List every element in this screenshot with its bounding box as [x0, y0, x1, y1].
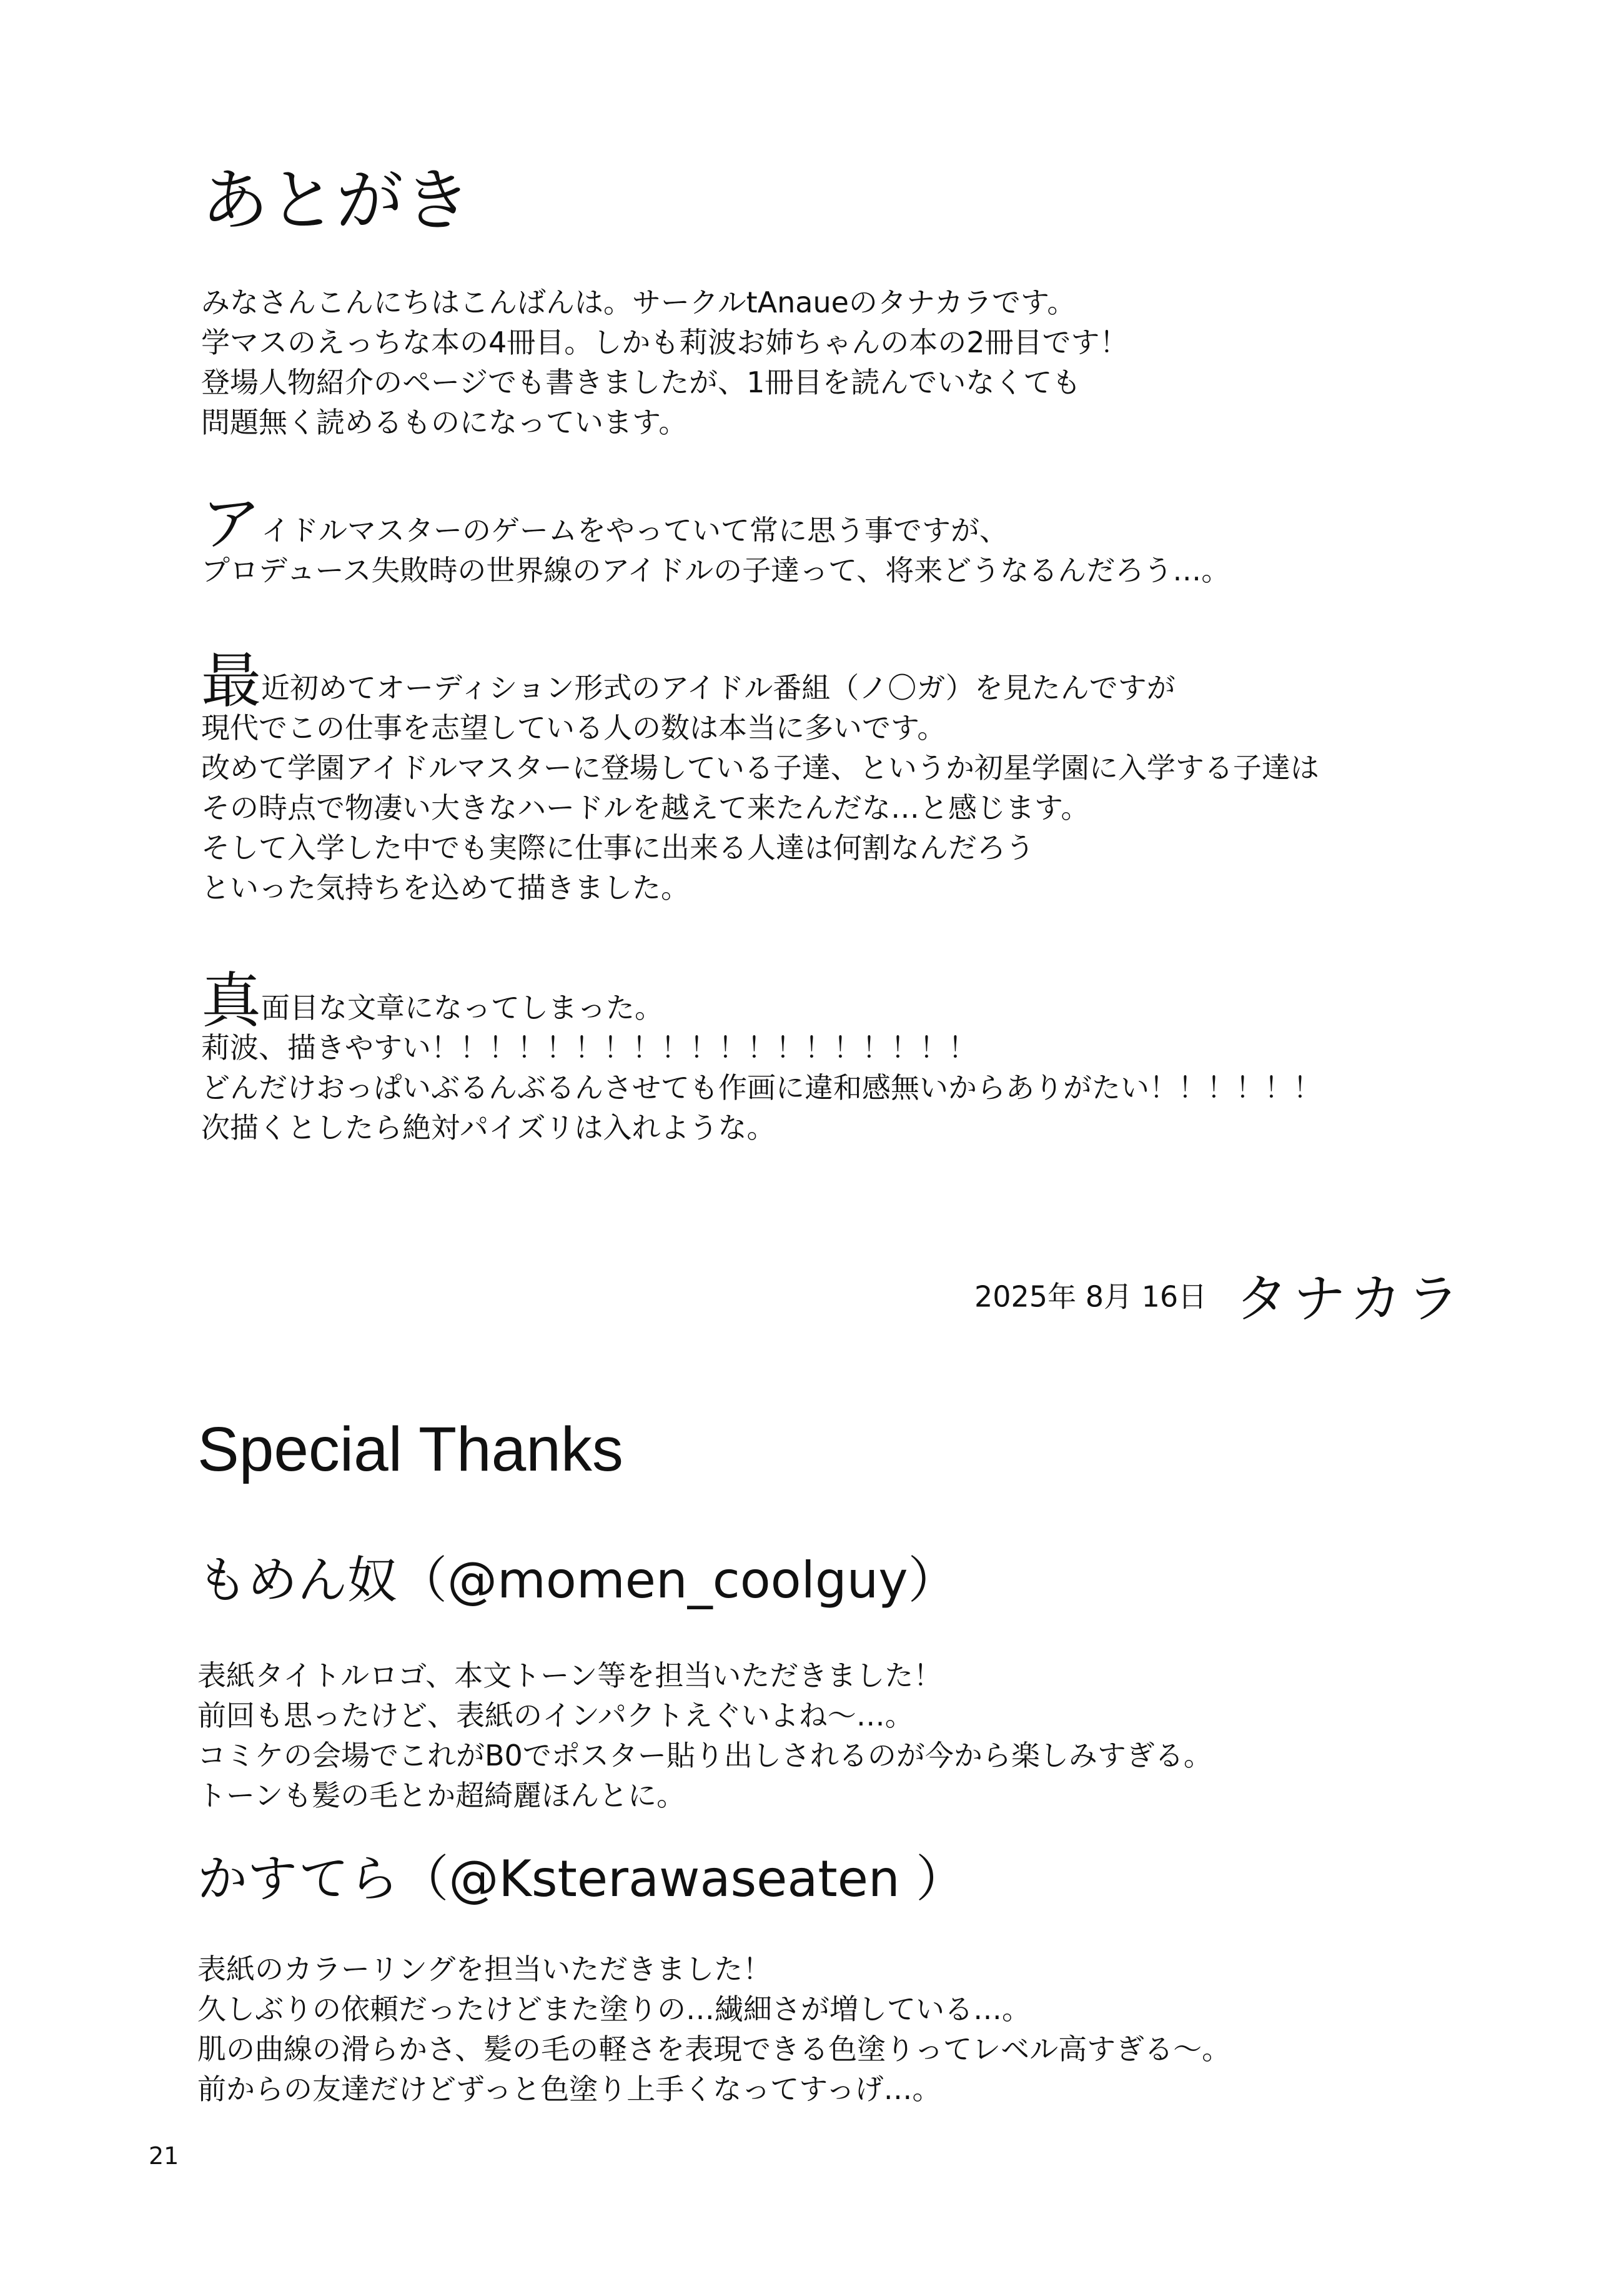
signature-date: 2025年 8月 16日 [974, 1279, 1207, 1314]
credit-line: 肌の曲線の滑らかさ、髪の毛の軽さを表現できる色塗りってレベル高すぎる～。 [197, 2032, 1231, 2066]
section-b-line: 改めて学園アイドルマスターに登場している子達、というか初星学園に入学する子達は [201, 751, 1319, 785]
dropcap: 最 [201, 646, 261, 716]
credit-line: 久しぶりの依頼だったけどまた塗りの…繊細さが増している…。 [197, 1992, 1031, 2026]
special-thanks-title: Special Thanks [197, 1414, 623, 1484]
signature-name: タナカラ [1235, 1268, 1465, 1329]
dropcap: 真 [201, 966, 261, 1036]
section-c-line: どんだけおっぱいぶるんぶるんさせても作画に違和感無いからありがたい！！！！！！ [201, 1071, 1322, 1105]
section-b-line: その時点で物凄い大きなハードルを越えて来たんだな…と感じます。 [201, 791, 1090, 825]
section-a-paragraph [201, 489, 1230, 590]
section-b-first-line [201, 646, 1319, 716]
credit-paragraph [197, 1656, 1212, 1815]
section-c-first-line [201, 966, 1322, 1036]
signature [974, 1257, 1464, 1333]
credit-line: 表紙のカラーリングを担当いただきました！ [197, 1952, 772, 1986]
credit-name: かすてら（@Ksterawaseaten ） [197, 1850, 966, 1908]
credit-line: 表紙タイトルロゴ、本文トーン等を担当いただきました！ [197, 1659, 943, 1692]
dropcap: ア [201, 489, 261, 559]
section-b-line: そして入学した中でも実際に仕事に出来る人達は何割なんだろう [201, 831, 1034, 865]
section-b-paragraph [201, 646, 1319, 908]
section-a-first-text: イドルマスターのゲームをやっていて常に思う事ですが、 [261, 514, 1008, 547]
intro-line: 学マスのえっちな本の4冊目。しかも莉波お姉ちゃんの本の2冊目です！ [201, 325, 1129, 359]
section-b-line: といった気持ちを込めて描きました。 [201, 871, 690, 905]
credit-line: 前からの友達だけどずっと色塗り上手くなってすっげ…。 [197, 2072, 941, 2106]
section-c-first-text: 面目な文章になってしまった。 [261, 991, 663, 1025]
credit-name: もめん奴（@momen_coolguy） [197, 1551, 958, 1609]
credit-paragraph [197, 1949, 1230, 2109]
intro-paragraph [201, 282, 1129, 442]
credit-line: 前回も思ったけど、表紙のインパクトえぐいよね～…。 [197, 1699, 914, 1732]
afterword-title: あとがき [201, 162, 472, 240]
section-a-line: プロデュース失敗時の世界線のアイドルの子達って、将来どうなるんだろう…。 [201, 554, 1230, 587]
section-b-first-text: 近初めてオーディション形式のアイドル番組（ノ〇ガ）を見たんですが [261, 671, 1176, 705]
intro-line: 登場人物紹介のページでも書きましたが、1冊目を読んでいなくても [201, 365, 1081, 399]
credit-line: トーンも髪の毛とか超綺麗ほんとに。 [197, 1779, 686, 1812]
section-a-first-line [201, 489, 1230, 559]
section-c-line: 莉波、描きやすい！！！！！！！！！！！！！！！！！！！ [201, 1031, 977, 1065]
section-b-line: 現代でこの仕事を志望している人の数は本当に多いです。 [201, 711, 946, 745]
intro-line: 問題無く読めるものになっています。 [201, 405, 688, 439]
intro-line: みなさんこんにちはこんばんは。サークルtAnaueのタナカラです。 [201, 286, 1076, 319]
section-c-line: 次描くとしたら絶対パイズリは入れような。 [201, 1111, 776, 1145]
section-c-paragraph [201, 966, 1322, 1148]
credit-line: コミケの会場でこれがB0でポスター貼り出しされるのが今から楽しみすぎる。 [197, 1739, 1212, 1772]
page-number: 21 [149, 2142, 179, 2170]
